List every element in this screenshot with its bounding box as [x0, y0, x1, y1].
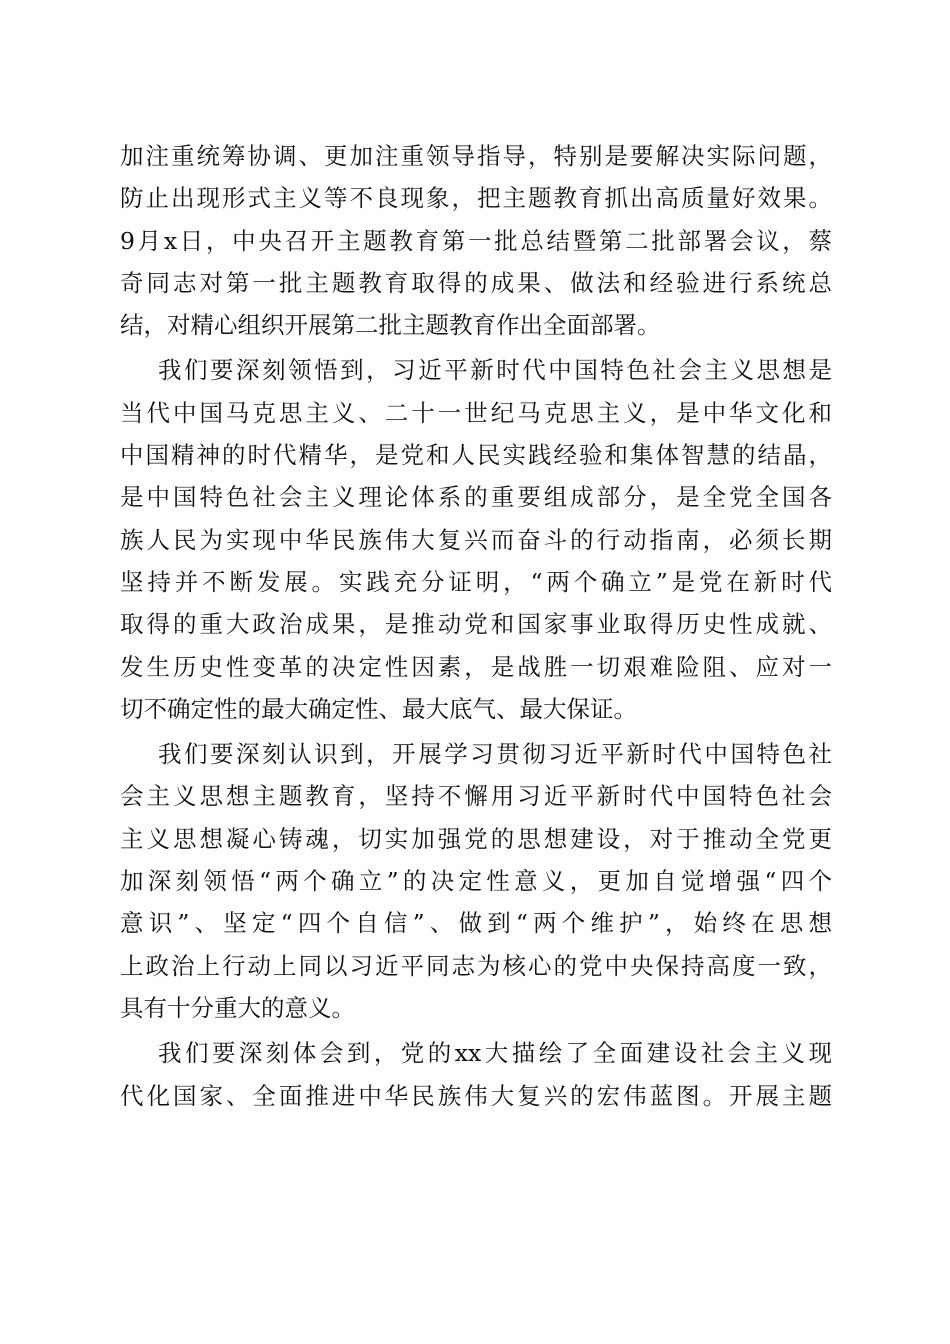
text-line: 意识”、坚定“四个自信”、做到“两个维护”，始终在思想 — [120, 909, 832, 938]
text-line: 取得的重大政治成果，是推动党和国家事业取得历史性成就、 — [120, 610, 832, 639]
paragraph — [120, 349, 832, 730]
text-line: 奇同志对第一批主题教育取得的成果、做法和经验进行系统总 — [120, 268, 832, 297]
text-line: 切不确定性的最大确定性、最大底气、最大保证。 — [120, 694, 637, 723]
text-line: 当代中国马克思主义、二十一世纪马克思主义，是中华文化和 — [120, 398, 832, 427]
paragraph-continuation — [120, 135, 832, 346]
text-line: 加深刻领悟“两个确立”的决定性意义，更加自觉增强“四个 — [120, 867, 832, 896]
text-line: 我们要深刻认识到，开展学习贯彻习近平新时代中国特色社 — [158, 740, 832, 769]
body-text — [120, 135, 832, 1117]
text-line: 会主义思想主题教育，坚持不懈用习近平新时代中国特色社会 — [120, 782, 832, 811]
text-line: 具有十分重大的意义。 — [120, 993, 355, 1022]
text-line: 上政治上行动上同以习近平同志为核心的党中央保持高度一致， — [120, 951, 832, 980]
text-line: 加注重统筹协调、更加注重领导指导，特别是要解决实际问题， — [120, 142, 832, 170]
text-line: 9月x日，中央召开主题教育第一批总结暨第二批部署会议，蔡 — [120, 226, 832, 255]
text-line: 是中国特色社会主义理论体系的重要组成部分，是全党全国各 — [120, 483, 832, 512]
paragraph — [120, 733, 832, 1029]
text-line: 代化国家、全面推进中华民族伟大复兴的宏伟蓝图。开展主题 — [120, 1081, 832, 1110]
text-line: 发生历史性变革的决定性因素，是战胜一切艰难险阻、应对一 — [120, 652, 832, 681]
text-line: 防止出现形式主义等不良现象，把主题教育抓出高质量好效果。 — [120, 184, 832, 213]
text-line: 我们要深刻领悟到，习近平新时代中国特色社会主义思想是 — [158, 356, 832, 385]
text-line: 结，对精心组织开展第二批主题教育作出全面部署。 — [120, 311, 661, 340]
text-line: 主义思想凝心铸魂，切实加强党的思想建设，对于推动全党更 — [120, 824, 832, 853]
text-line: 族人民为实现中华民族伟大复兴而奋斗的行动指南，必须长期 — [120, 525, 832, 554]
text-line: 中国精神的时代精华，是党和人民实践经验和集体智慧的结晶， — [120, 441, 832, 470]
paragraph — [120, 1032, 832, 1117]
text-line: 我们要深刻体会到，党的xx大描绘了全面建设社会主义现 — [158, 1039, 832, 1068]
text-line: 坚持并不断发展。实践充分证明，“两个确立”是党在新时代 — [120, 567, 832, 596]
